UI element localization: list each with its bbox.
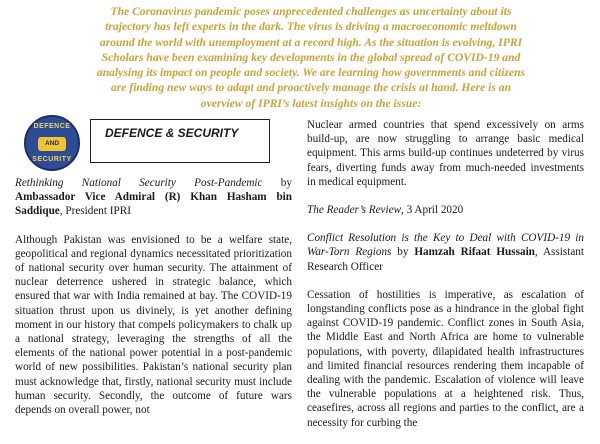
defence-security-logo: [24, 115, 80, 171]
left-author: Ambassador Vice Admiral (R) Khan Hasham bin Saddique: [15, 191, 292, 218]
left-article-title: Rethinking National Security Post-Pandemic: [15, 177, 263, 189]
right-source-line: [307, 203, 584, 217]
left-article-body: Although Pakistan was envisioned to be a welfare state, geopolitical and regional dynamics necessitated prioritization of national security over human security. The attainment of nuclear deterrence ushered in strategic balance, which ensured that war with India remained at bay. The COVID-19 situation thrust upon us divinely, is yet another defining moment in our history that compels policymakers to chalk up a national strategy, leveraging the strengths of all the elements of the national power potential in a post-pandemic world of new possibilities. Pakistan’s national security plan must acknowledge that, firstly, national security must include human security. Secondly, the outcome of future wars depends on overall power, not: [15, 233, 292, 417]
logo-text-center: AND: [38, 137, 66, 151]
right-column: [307, 118, 584, 444]
right-source-date: , 3 April 2020: [401, 204, 464, 217]
right-source: The Reader’s Review: [307, 204, 402, 217]
right-article-title: Conflict Resolution is the Key to Deal with COVID-19 in War-Torn Regions: [307, 232, 584, 259]
right-author-role: , Assistant Research Officer: [307, 246, 584, 273]
right-article-byline: [307, 231, 584, 274]
left-article-byline: [15, 176, 292, 219]
right-paragraph-1: Nuclear armed countries that spend excessively on arms build-up, are now struggling to arrange basic medical equipment. This arms build-up continues undeterred by virus fears, diverting funds away from much-needed investments in medical equipment.: [307, 119, 584, 188]
section-title: DEFENCE & SECURITY: [105, 126, 239, 140]
left-by: by: [262, 177, 292, 189]
intro-summary: The Coronavirus pandemic poses unprecedented challenges as uncertainty about its trajectory has left experts in the dark. The virus is driving a macroeconomic meltdown around the world with unemployment at a record high. As the situation is evolving, IPRI Scholars have been examining key developments in the global spread of COVID-19 and analysing its impact on people and society. We are learning how governments and citizens are finding new ways to adapt and proactively manage the crisis at hand. Here is an overview of IPRI’s latest insights on the issue:: [96, 5, 526, 110]
left-author-role: , President IPRI: [59, 205, 131, 218]
logo-text-top: DEFENCE: [33, 123, 71, 130]
left-column: [15, 176, 292, 431]
logo-text-bottom: SECURITY: [32, 156, 72, 163]
right-by: by: [391, 246, 415, 259]
section-heading: [90, 119, 270, 163]
right-author: Hamzah Rifaat Hussain: [414, 246, 535, 259]
right-article-body: Cessation of hostilities is imperative, as escalation of longstanding conflicts pose as a hindrance in the global fight against COVID-19 pandemic. Conflict zones in South Asia, the Middle East and North Africa are home to vulnerable populations, with poverty, dilapidated health infrastructures and limited financial resources rendering them incapable of dealing with the pandemic. Escalation of violence will leave the vulnerable populations at a heightened risk. Thus, ceasefires, across all regions and parties to the conflict, are a necessity for curbing the: [307, 288, 584, 429]
